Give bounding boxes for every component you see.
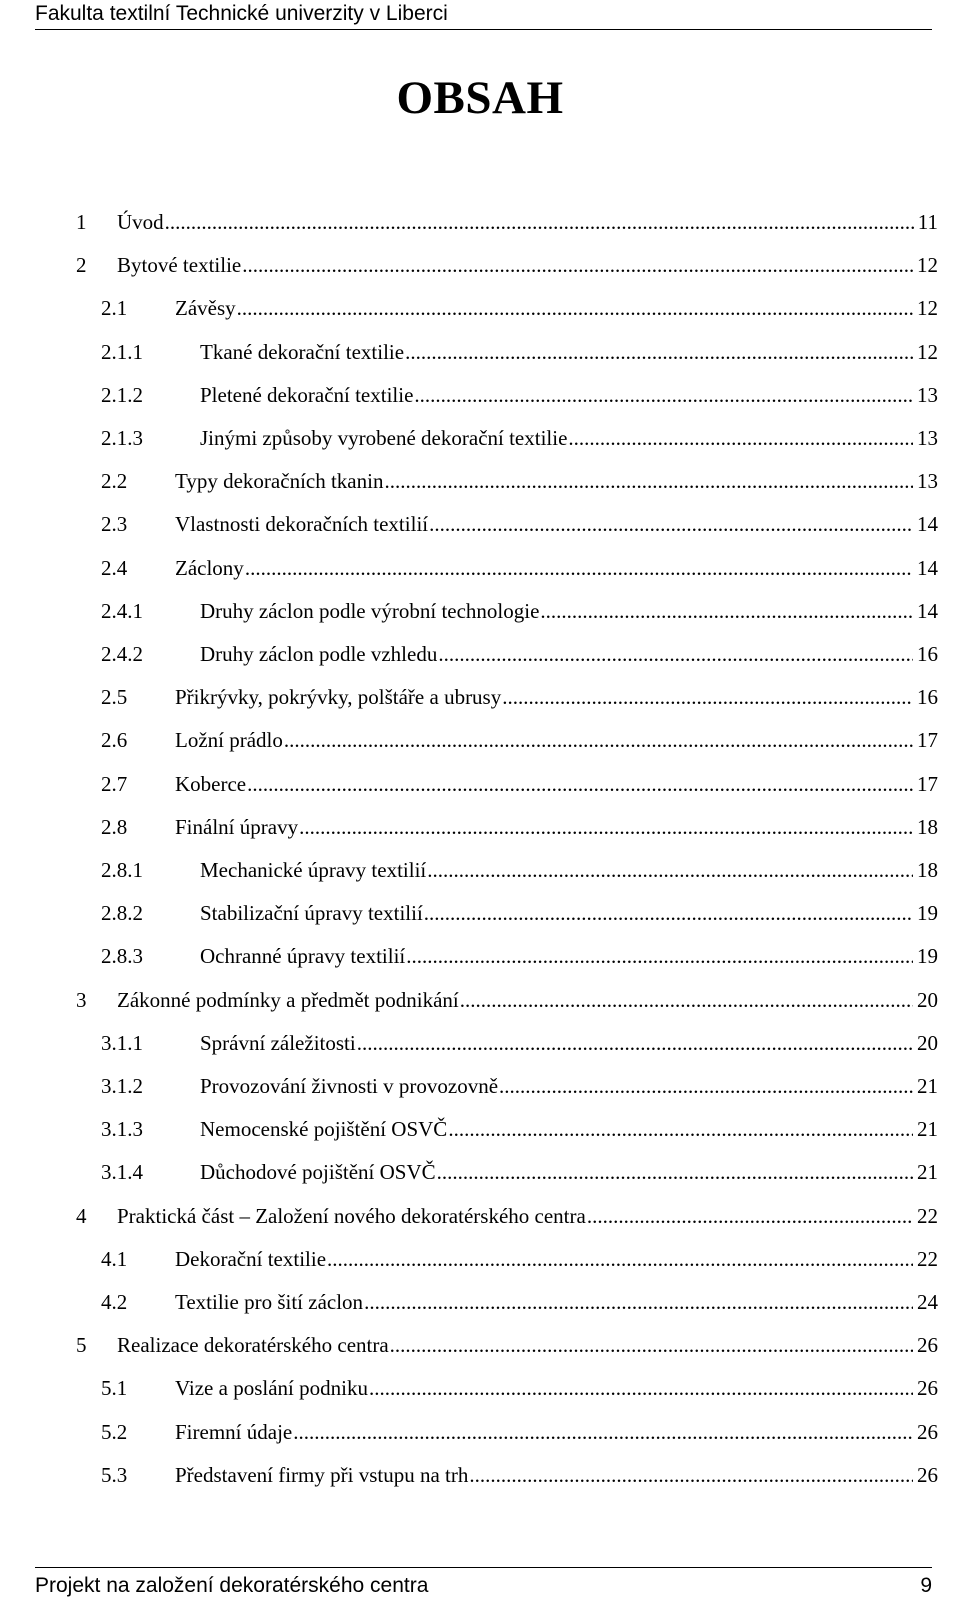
toc-entry-number: 4.2 [101, 1290, 128, 1314]
toc-entry-number: 5.1 [101, 1376, 128, 1401]
toc-entry-page: 12 [917, 253, 938, 278]
toc-entry-page: 12 [917, 339, 938, 364]
toc-entry-page: 13 [917, 469, 938, 494]
toc-entry-number: 3.1.4 [101, 1160, 143, 1185]
toc-dot-leader [242, 250, 913, 280]
toc-dot-leader [414, 380, 913, 410]
toc-entry-page: 18 [917, 858, 938, 882]
header-text: Fakulta textilní Technické univerzity v Liberci [35, 2, 448, 25]
toc-dot-leader [327, 1244, 913, 1274]
footer-page-number: 9 [920, 1574, 932, 1597]
toc-entry-page: 13 [917, 426, 938, 450]
toc-entry-title: Vlastnosti dekoračních textilií [175, 512, 429, 537]
toc-dot-leader [429, 509, 913, 539]
toc-entry-number: 2.8.2 [101, 901, 143, 926]
toc-entry-title: Vize a poslání podniku [175, 1376, 368, 1401]
toc-entry[interactable] [76, 1244, 938, 1274]
toc-entry[interactable] [76, 1330, 938, 1360]
toc-entry-title: Koberce [175, 771, 247, 796]
toc-entry-number: 2.8.1 [101, 858, 143, 882]
toc-entry[interactable] [76, 1373, 938, 1403]
toc-entry-page: 11 [917, 210, 938, 234]
toc-dot-leader [499, 1071, 913, 1101]
toc-entry[interactable] [76, 985, 938, 1015]
toc-dot-leader [587, 1201, 913, 1231]
toc-entry[interactable] [76, 639, 938, 669]
toc-entry-title: Zákonné podmínky a předmět podnikání [117, 987, 459, 1012]
toc-dot-leader [165, 207, 914, 237]
toc-entry[interactable] [76, 1287, 938, 1317]
toc-entry-title: Dekorační textilie [175, 1246, 327, 1271]
toc-entry-number: 5.3 [101, 1462, 128, 1487]
toc-entry[interactable] [76, 1417, 938, 1447]
toc-entry-title: Pletené dekorační textilie [200, 382, 414, 407]
toc-entry[interactable] [76, 812, 938, 842]
toc-dot-leader [448, 1114, 913, 1144]
toc-entry-page: 16 [917, 642, 938, 666]
toc-entry-number: 2.4 [101, 555, 128, 580]
toc-dot-leader [369, 1373, 913, 1403]
toc-entry[interactable] [76, 250, 938, 280]
toc-dot-leader [405, 337, 913, 367]
toc-entry-title: Typy dekoračních tkanin [175, 469, 384, 494]
toc-entry[interactable] [76, 1028, 938, 1058]
toc-dot-leader [540, 596, 913, 626]
toc-entry-number: 2 [76, 253, 87, 278]
toc-entry[interactable] [76, 380, 938, 410]
toc-entry-title: Stabilizační úpravy textilií [200, 901, 423, 926]
toc-entry-page: 12 [917, 296, 938, 321]
toc-entry[interactable] [76, 1071, 938, 1101]
toc-entry-number: 2.8 [101, 814, 128, 839]
toc-entry-number: 4.1 [101, 1246, 128, 1271]
toc-entry-title: Mechanické úpravy textilií [200, 858, 427, 882]
toc-entry-number: 2.4.2 [101, 642, 143, 666]
page-header [35, 0, 932, 30]
toc-dot-leader [364, 1287, 913, 1317]
toc-entry-page: 17 [917, 771, 938, 796]
toc-dot-leader [237, 293, 913, 323]
toc-entry-title: Přikrývky, pokrývky, polštáře a ubrusy [175, 685, 502, 710]
toc-entry-title: Úvod [117, 210, 164, 234]
toc-entry-title: Textilie pro šití záclon [175, 1290, 364, 1314]
toc-entry-title: Druhy záclon podle vzhledu [200, 642, 438, 666]
toc-entry-title: Tkané dekorační textilie [200, 339, 405, 364]
toc-entry-page: 26 [917, 1462, 938, 1487]
toc-dot-leader [384, 466, 913, 496]
toc-entry-number: 2.1.2 [101, 382, 143, 407]
toc-entry-number: 1 [76, 210, 87, 234]
toc-entry-number: 5 [76, 1333, 87, 1358]
toc-entry[interactable] [76, 898, 938, 928]
toc-entry[interactable] [76, 769, 938, 799]
toc-entry-title: Ochranné úpravy textilií [200, 944, 406, 969]
toc-entry-title: Praktická část – Založení nového dekoratérského centra [117, 1203, 586, 1228]
toc-entry-page: 21 [917, 1117, 938, 1142]
toc-entry[interactable] [76, 293, 938, 323]
toc-entry-page: 22 [917, 1246, 938, 1271]
toc-entry-page: 20 [917, 1030, 938, 1055]
toc-entry-page: 19 [917, 901, 938, 926]
toc-entry[interactable] [76, 1201, 938, 1231]
toc-entry-title: Záclony [175, 555, 244, 580]
toc-entry-number: 3.1.2 [101, 1074, 143, 1098]
toc-entry-number: 4 [76, 1203, 87, 1228]
toc-entry[interactable] [76, 1114, 938, 1144]
toc-entry[interactable] [76, 1460, 938, 1490]
toc-entry-number: 2.1 [101, 296, 128, 321]
toc-entry-title: Jinými způsoby vyrobené dekorační textilie [200, 426, 568, 450]
toc-dot-leader [438, 639, 913, 669]
toc-entry-number: 3.1.3 [101, 1117, 143, 1142]
toc-dot-leader [245, 553, 913, 583]
page-title: OBSAH [396, 72, 564, 124]
toc-entry-page: 16 [917, 685, 938, 710]
toc-entry-title: Finální úpravy [175, 814, 299, 839]
toc-entry-title: Nemocenské pojištění OSVČ [200, 1117, 448, 1142]
toc-dot-leader [390, 1330, 913, 1360]
toc-dot-leader [469, 1460, 913, 1490]
toc-entry-title: Správní záležitosti [200, 1030, 356, 1055]
toc-entry[interactable] [76, 509, 938, 539]
toc-entry[interactable] [76, 466, 938, 496]
toc-dot-leader [568, 423, 913, 453]
toc-entry-title: Představení firmy při vstupu na trh [175, 1462, 469, 1487]
toc-entry-page: 26 [917, 1419, 938, 1444]
toc-dot-leader [424, 898, 913, 928]
toc-entry-page: 21 [917, 1074, 938, 1098]
toc-entry-page: 14 [917, 598, 938, 623]
toc-dot-leader [357, 1028, 913, 1058]
toc-entry-page: 21 [917, 1160, 938, 1185]
toc-entry[interactable] [76, 855, 938, 885]
toc-dot-leader [247, 769, 913, 799]
toc-entry-title: Provozování živnosti v provozovně [200, 1074, 499, 1098]
toc-entry[interactable] [76, 725, 938, 755]
toc-entry-page: 19 [917, 944, 938, 969]
toc-entry-number: 2.7 [101, 771, 128, 796]
toc-entry[interactable] [76, 553, 938, 583]
toc-entry-page: 13 [917, 382, 938, 407]
toc-entry-page: 17 [917, 728, 938, 753]
toc-entry-number: 2.1.1 [101, 339, 143, 364]
toc-dot-leader [406, 941, 913, 971]
toc-entry-number: 2.4.1 [101, 598, 143, 623]
toc-entry-page: 22 [917, 1203, 938, 1228]
toc-dot-leader [437, 1157, 913, 1187]
toc-entry-title: Firemní údaje [175, 1419, 293, 1444]
toc-entry[interactable] [76, 207, 938, 237]
toc-entry-number: 3.1.1 [101, 1030, 143, 1055]
toc-entry[interactable] [76, 596, 938, 626]
toc-dot-leader [284, 725, 913, 755]
toc-entry-title: Ložní prádlo [175, 728, 283, 753]
page-footer [35, 1567, 932, 1606]
toc-entry-number: 2.3 [101, 512, 128, 537]
toc-entry[interactable] [76, 423, 938, 453]
toc-entry-title: Bytové textilie [117, 253, 242, 278]
toc-entry-page: 26 [917, 1376, 938, 1401]
toc-entry-page: 24 [917, 1290, 938, 1314]
toc-entry-number: 2.1.3 [101, 426, 143, 450]
toc-entry-page: 18 [917, 814, 938, 839]
footer-title: Projekt na založení dekoratérského centra [35, 1574, 429, 1597]
toc-entry-title: Druhy záclon podle výrobní technologie [200, 598, 540, 623]
toc-entry-number: 3 [76, 987, 87, 1012]
toc-entry-number: 2.6 [101, 728, 128, 753]
toc-entry-number: 2.8.3 [101, 944, 143, 969]
toc-entry-title: Realizace dekoratérského centra [117, 1333, 389, 1358]
toc-entry-title: Důchodové pojištění OSVČ [200, 1160, 436, 1185]
toc-entry-page: 20 [917, 987, 938, 1012]
toc-dot-leader [460, 985, 913, 1015]
toc-entry-page: 26 [917, 1333, 938, 1358]
toc-entry-title: Závěsy [175, 296, 236, 321]
toc-entry-number: 5.2 [101, 1419, 128, 1444]
toc-entry[interactable] [76, 1157, 938, 1187]
toc-dot-leader [299, 812, 913, 842]
toc-entry[interactable] [76, 337, 938, 367]
toc-entry-page: 14 [917, 555, 938, 580]
toc-dot-leader [293, 1417, 913, 1447]
toc-entry-number: 2.5 [101, 685, 128, 710]
toc-dot-leader [502, 682, 913, 712]
toc-entry[interactable] [76, 682, 938, 712]
toc-dot-leader [427, 855, 913, 885]
toc-entry-number: 2.2 [101, 469, 128, 494]
toc-entry-page: 14 [917, 512, 938, 537]
toc-entry[interactable] [76, 941, 938, 971]
